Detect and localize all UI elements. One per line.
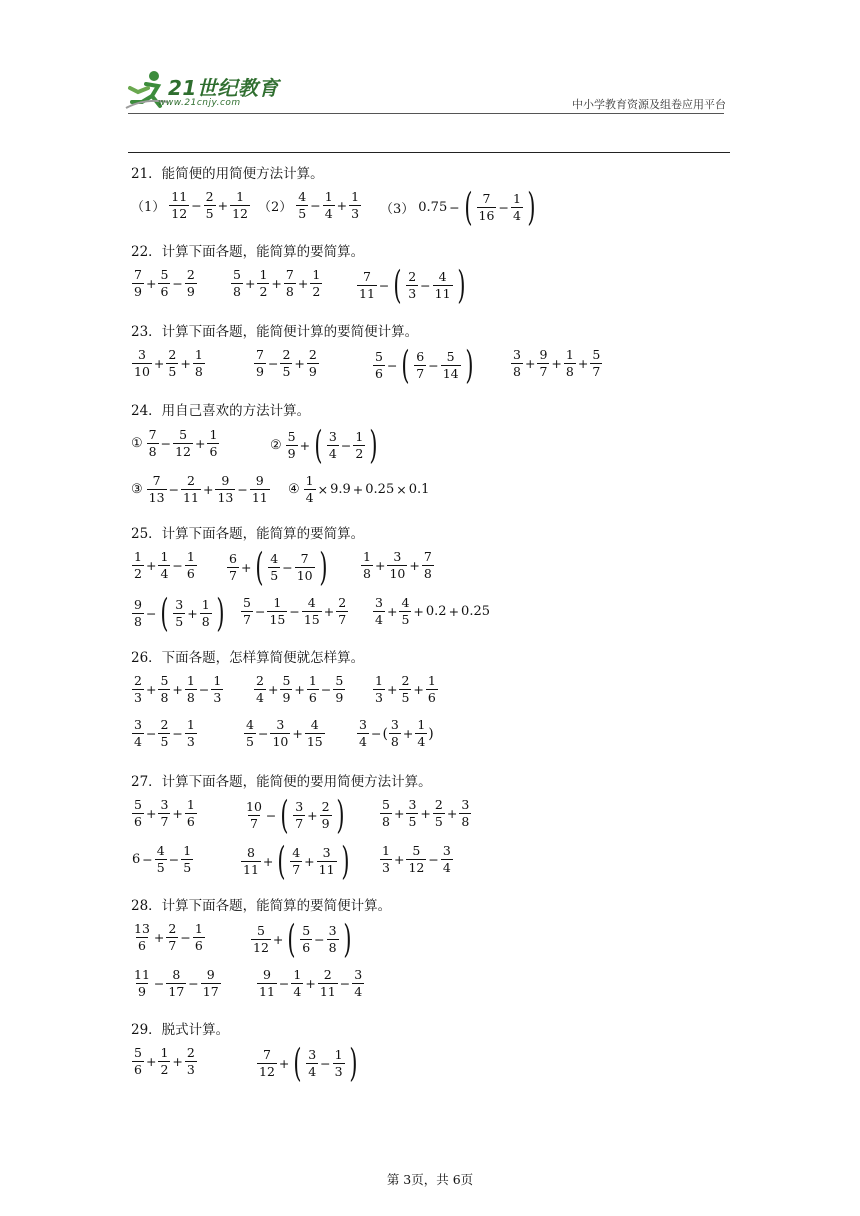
- logo-text: 21世纪教育: [168, 76, 279, 100]
- page-header: [0, 0, 860, 160]
- q26-expr-2: $\frac{2}{4}$ + $\frac{5}{9}$ + $\frac{1}{6}$ − $\frac{5}{9}$: [256, 673, 344, 705]
- q25-expr-2: $\frac{6}{7}$ + ( $\frac{4}{5}$ − $\frac{7}{10}$ ): [229, 545, 328, 589]
- q24-expr-3: ③ $\frac{7}{13}$ − $\frac{2}{11}$ + $\frac{9}{13}$ − $\frac{9}{11}$: [131, 473, 268, 505]
- label: （3）: [380, 201, 415, 217]
- q26-expr-4: $\frac{3}{4}$ − $\frac{2}{5}$ − $\frac{1}{3}$: [134, 717, 195, 749]
- q24-expr-4: ④ $\frac{1}{4}$ × 9.9 + 0.25 × 0.1: [288, 473, 430, 505]
- question-28-title: 28．计算下面各题，能简算的要简便计算。: [131, 898, 392, 914]
- logo-url: www.21cnjy.com: [158, 98, 241, 108]
- question-25-title: 25．计算下面各题，能简算的要简算。: [131, 526, 365, 542]
- q25-expr-3: $\frac{1}{8}$ + $\frac{3}{10}$ + $\frac{7}{8}$: [363, 549, 432, 581]
- q26-expr-1: $\frac{2}{3}$ + $\frac{5}{8}$ + $\frac{1}{8}$ − $\frac{1}{3}$: [134, 673, 222, 705]
- label: （2）: [258, 200, 293, 215]
- question-26-title: 26．下面各题，怎样算简便就怎样算。: [131, 650, 365, 666]
- label: （1）: [131, 200, 166, 215]
- question-27-title: 27．计算下面各题，能简便的要用简便方法计算。: [131, 774, 432, 790]
- q25-expr-5: $\frac{5}{7}$ − $\frac{1}{15}$ − $\frac{4}{15}$ + $\frac{2}{7}$: [243, 595, 347, 627]
- q22-expr-1: $\frac{7}{9}$ + $\frac{5}{6}$ − $\frac{2}{9}$: [134, 267, 195, 299]
- q21-expr-3: （3） 0.75 − ( $\frac{7}{16}$ − $\frac{1}{4}$ ): [380, 185, 536, 229]
- q23-expr-1: $\frac{3}{10}$ + $\frac{2}{5}$ + $\frac{1}{8}$: [134, 347, 203, 379]
- q22-expr-2: $\frac{5}{8}$ + $\frac{1}{2}$ + $\frac{7}{8}$ + $\frac{1}{2}$: [233, 267, 321, 299]
- q26-expr-6: $\frac{3}{4}$ − ( $\frac{3}{8}$ + $\frac{1}{4}$ ): [359, 717, 434, 749]
- q24-expr-1: ① $\frac{7}{8}$ − $\frac{5}{12}$ + $\frac{1}{6}$: [131, 427, 218, 459]
- content-divider: [128, 152, 730, 153]
- q28-expr-3: $\frac{11}{9}$ − $\frac{8}{17}$ − $\frac{9}{17}$: [134, 967, 219, 999]
- question-29-title: 29．脱式计算。: [131, 1022, 230, 1038]
- q29-expr-2: $\frac{7}{12}$ + ( $\frac{3}{4}$ − $\frac{1}{3}$ ): [259, 1041, 358, 1085]
- q28-expr-4: $\frac{9}{11}$ − $\frac{1}{4}$ + $\frac{2}{11}$ − $\frac{3}{4}$: [259, 967, 363, 999]
- q27-expr-4: 6 − $\frac{4}{5}$ − $\frac{1}{5}$: [132, 843, 192, 875]
- question-21-title: 21．能简便的用简便方法计算。: [131, 166, 324, 182]
- q23-expr-3: $\frac{5}{6}$ − ( $\frac{6}{7}$ − $\frac{5}{14}$ ): [375, 343, 474, 387]
- q23-expr-2: $\frac{7}{9}$ − $\frac{2}{5}$ + $\frac{2}{9}$: [256, 347, 317, 379]
- q27-expr-5: $\frac{8}{11}$ + ( $\frac{4}{7}$ + $\frac{3}{11}$ ): [243, 839, 350, 883]
- q21-expr-2: （2） $\frac{4}{5}$ − $\frac{1}{4}$ + $\frac{1}{3}$: [258, 189, 360, 221]
- q22-expr-3: $\frac{7}{11}$ − ( $\frac{2}{3}$ − $\frac{4}{11}$ ): [359, 263, 466, 307]
- q25-expr-4: $\frac{9}{8}$ − ( $\frac{3}{5}$ + $\frac{1}{8}$ ): [134, 591, 225, 635]
- q26-expr-5: $\frac{4}{5}$ − $\frac{3}{10}$ + $\frac{4}{15}$: [246, 717, 323, 749]
- q27-expr-2: $\frac{10}{7}$ − ( $\frac{3}{7}$ + $\frac{2}{9}$ ): [246, 793, 345, 837]
- q27-expr-1: $\frac{5}{6}$ + $\frac{3}{7}$ + $\frac{1}{6}$: [134, 797, 195, 829]
- question-24-title: 24．用自己喜欢的方法计算。: [131, 403, 311, 419]
- platform-name: 中小学教育资源及组卷应用平台: [572, 98, 726, 111]
- q26-expr-3: $\frac{1}{3}$ + $\frac{2}{5}$ + $\frac{1}{6}$: [375, 673, 436, 705]
- q21-expr-1: （1） $\frac{11}{12}$ − $\frac{2}{5}$ + $\frac{1}{12}$: [131, 189, 249, 221]
- q24-expr-2: ② $\frac{5}{9}$ + ( $\frac{3}{4}$ − $\frac{1}{2}$ ): [270, 423, 378, 467]
- header-divider: [128, 113, 724, 114]
- q29-expr-1: $\frac{5}{6}$ + $\frac{1}{2}$ + $\frac{2}{3}$: [134, 1045, 195, 1077]
- q25-expr-1: $\frac{1}{2}$ + $\frac{1}{4}$ − $\frac{1}{6}$: [134, 549, 195, 581]
- question-23-title: 23．计算下面各题，能简便计算的要简便计算。: [131, 324, 419, 340]
- q28-expr-2: $\frac{5}{12}$ + ( $\frac{5}{6}$ − $\frac{3}{8}$ ): [253, 917, 352, 961]
- q27-expr-3: $\frac{5}{8}$ + $\frac{3}{5}$ + $\frac{2}{5}$ + $\frac{3}{8}$: [382, 797, 470, 829]
- q23-expr-4: $\frac{3}{8}$ + $\frac{9}{7}$ + $\frac{1}{8}$ + $\frac{5}{7}$: [513, 347, 601, 379]
- q28-expr-1: $\frac{13}{6}$ + $\frac{2}{7}$ − $\frac{1}{6}$: [134, 921, 203, 953]
- q27-expr-6: $\frac{1}{3}$ + $\frac{5}{12}$ − $\frac{3}{4}$: [382, 843, 451, 875]
- question-22-title: 22．计算下面各题，能简算的要简算。: [131, 244, 365, 260]
- page-number: 第 3页，共 6页: [386, 1172, 474, 1187]
- q25-expr-6: $\frac{3}{4}$ + $\frac{4}{5}$ + 0.2 + 0.25: [375, 595, 490, 627]
